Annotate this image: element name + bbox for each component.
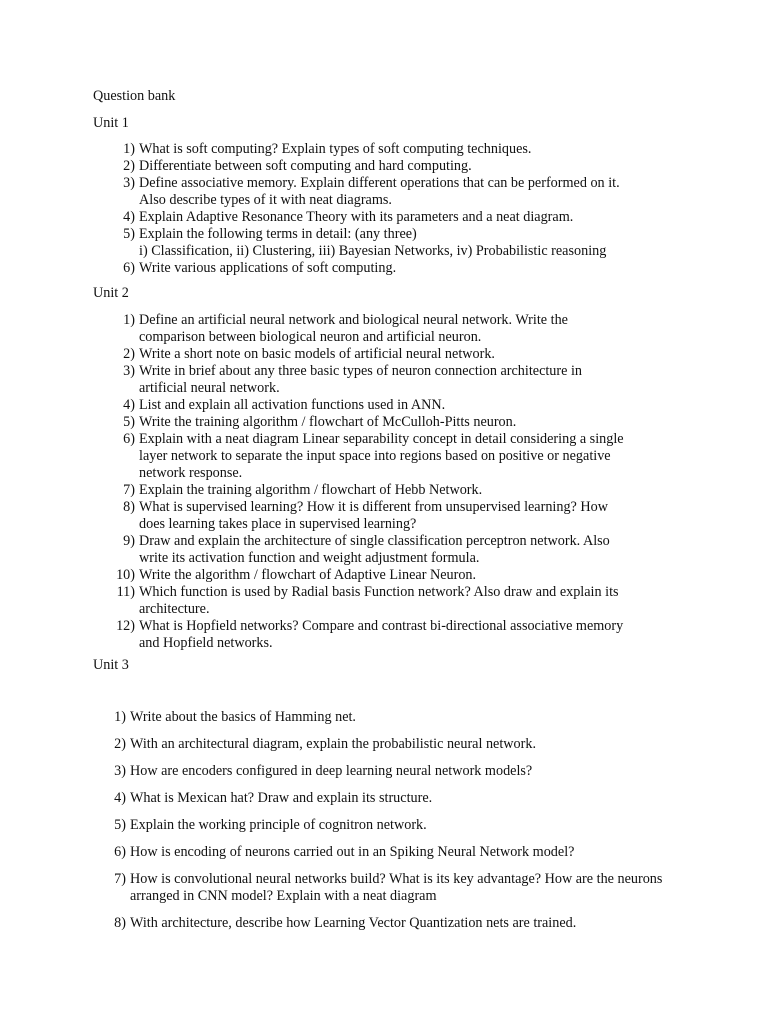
question-text-line: Explain the working principle of cognitron network.: [130, 817, 427, 833]
question-item: [114, 709, 730, 726]
question-item: [123, 533, 699, 567]
page-title: Question bank: [93, 88, 176, 104]
question-text-line: Draw and explain the architecture of single classification perceptron network. Also: [139, 533, 610, 549]
question-item: [123, 397, 699, 414]
question-number: 6): [123, 260, 135, 276]
question-item: [116, 584, 699, 618]
question-item: [123, 499, 699, 533]
question-number: 2): [123, 158, 135, 174]
question-text-line: i) Classification, ii) Clustering, iii) Bayesian Networks, iv) Probabilistic reasoning: [139, 243, 607, 259]
unit-1-heading: Unit 1: [93, 115, 129, 131]
question-text-line: List and explain all activation functions used in ANN.: [139, 397, 446, 413]
question-text-line: Write the algorithm / flowchart of Adaptive Linear Neuron.: [139, 567, 477, 583]
question-text-line: Write the training algorithm / flowchart of McCulloh-Pitts neuron.: [139, 414, 517, 430]
question-text-line: What is Mexican hat? Draw and explain its structure.: [130, 790, 433, 806]
question-text-line: What is soft computing? Explain types of soft computing techniques.: [139, 141, 532, 157]
question-text-line: Write a short note on basic models of artificial neural network.: [139, 346, 495, 362]
question-text-line: With an architectural diagram, explain the probabilistic neural network.: [130, 736, 536, 752]
question-text-line: Write various applications of soft computing.: [139, 260, 397, 276]
question-number: 3): [123, 175, 135, 191]
unit-1-question-list: [123, 141, 699, 277]
question-text-line: Explain the training algorithm / flowchart of Hebb Network.: [139, 482, 483, 498]
question-number: 5): [123, 226, 135, 242]
question-number: 5): [114, 817, 126, 833]
question-text-line: Write in brief about any three basic types of neuron connection architecture in: [139, 363, 583, 379]
question-number: 8): [114, 915, 126, 931]
question-text-line: With architecture, describe how Learning Vector Quantization nets are trained.: [130, 915, 577, 931]
question-item: [123, 363, 699, 397]
question-item: [114, 817, 730, 834]
question-text-line: artificial neural network.: [139, 380, 280, 396]
question-item: [114, 871, 730, 905]
question-item: [123, 209, 699, 226]
question-text-line: layer network to separate the input space into regions based on positive or negative: [139, 448, 611, 464]
question-text-line: Define associative memory. Explain different operations that can be performed on it.: [139, 175, 620, 191]
question-item: [123, 260, 699, 277]
question-text-line: Explain Adaptive Resonance Theory with its parameters and a neat diagram.: [139, 209, 574, 225]
question-number: 12): [116, 618, 135, 634]
question-number: 10): [116, 567, 135, 583]
question-item: [114, 844, 730, 861]
question-item: [116, 567, 699, 584]
question-item: [114, 763, 730, 780]
question-text-line: Also describe types of it with neat diagrams.: [139, 192, 392, 208]
question-text-line: write its activation function and weight adjustment formula.: [139, 550, 480, 566]
question-number: 6): [123, 431, 135, 447]
unit-3-heading: Unit 3: [93, 657, 129, 673]
question-item: [116, 618, 699, 652]
question-text-line: Explain the following terms in detail: (any three): [139, 226, 417, 242]
unit-3-question-list: [114, 709, 730, 942]
question-text-line: Write about the basics of Hamming net.: [130, 709, 356, 725]
question-number: 6): [114, 844, 126, 860]
question-item: [123, 312, 699, 346]
question-text-line: Define an artificial neural network and biological neural network. Write the: [139, 312, 568, 328]
question-number: 11): [116, 584, 135, 600]
question-text-line: and Hopfield networks.: [139, 635, 273, 651]
question-item: [123, 141, 699, 158]
unit-2-heading: Unit 2: [93, 285, 129, 301]
question-number: 1): [114, 709, 126, 725]
question-number: 3): [114, 763, 126, 779]
question-text-line: Which function is used by Radial basis Function network? Also draw and explain its: [139, 584, 619, 600]
question-item: [123, 175, 699, 209]
question-item: [123, 158, 699, 175]
question-item: [114, 790, 730, 807]
question-text-line: architecture.: [139, 601, 210, 617]
question-number: 1): [123, 141, 135, 157]
question-number: 5): [123, 414, 135, 430]
question-item: [114, 915, 730, 932]
question-text-line: Differentiate between soft computing and hard computing.: [139, 158, 472, 174]
question-number: 7): [123, 482, 135, 498]
question-text-line: What is Hopfield networks? Compare and contrast bi-directional associative memory: [139, 618, 624, 634]
question-number: 1): [123, 312, 135, 328]
question-text-line: How is convolutional neural networks build? What is its key advantage? How are the neurons: [130, 871, 663, 887]
question-number: 3): [123, 363, 135, 379]
question-text-line: How is encoding of neurons carried out in an Spiking Neural Network model?: [130, 844, 575, 860]
question-item: [123, 482, 699, 499]
question-number: 7): [114, 871, 126, 887]
question-item: [123, 346, 699, 363]
question-number: 2): [123, 346, 135, 362]
question-text-line: does learning takes place in supervised learning?: [139, 516, 417, 532]
question-item: [123, 414, 699, 431]
question-text-line: Explain with a neat diagram Linear separability concept in detail considering a single: [139, 431, 624, 447]
question-number: 4): [123, 397, 135, 413]
question-text-line: How are encoders configured in deep learning neural network models?: [130, 763, 533, 779]
question-item: [114, 736, 730, 753]
question-number: 2): [114, 736, 126, 752]
question-text-line: comparison between biological neuron and artificial neuron.: [139, 329, 482, 345]
unit-2-question-list: [116, 312, 699, 652]
question-text-line: What is supervised learning? How it is different from unsupervised learning? How: [139, 499, 608, 515]
question-item: [123, 226, 699, 260]
question-number: 4): [123, 209, 135, 225]
question-number: 9): [123, 533, 135, 549]
question-item: [123, 431, 699, 482]
question-number: 4): [114, 790, 126, 806]
question-text-line: network response.: [139, 465, 243, 481]
question-number: 8): [123, 499, 135, 515]
question-text-line: arranged in CNN model? Explain with a neat diagram: [130, 888, 437, 904]
